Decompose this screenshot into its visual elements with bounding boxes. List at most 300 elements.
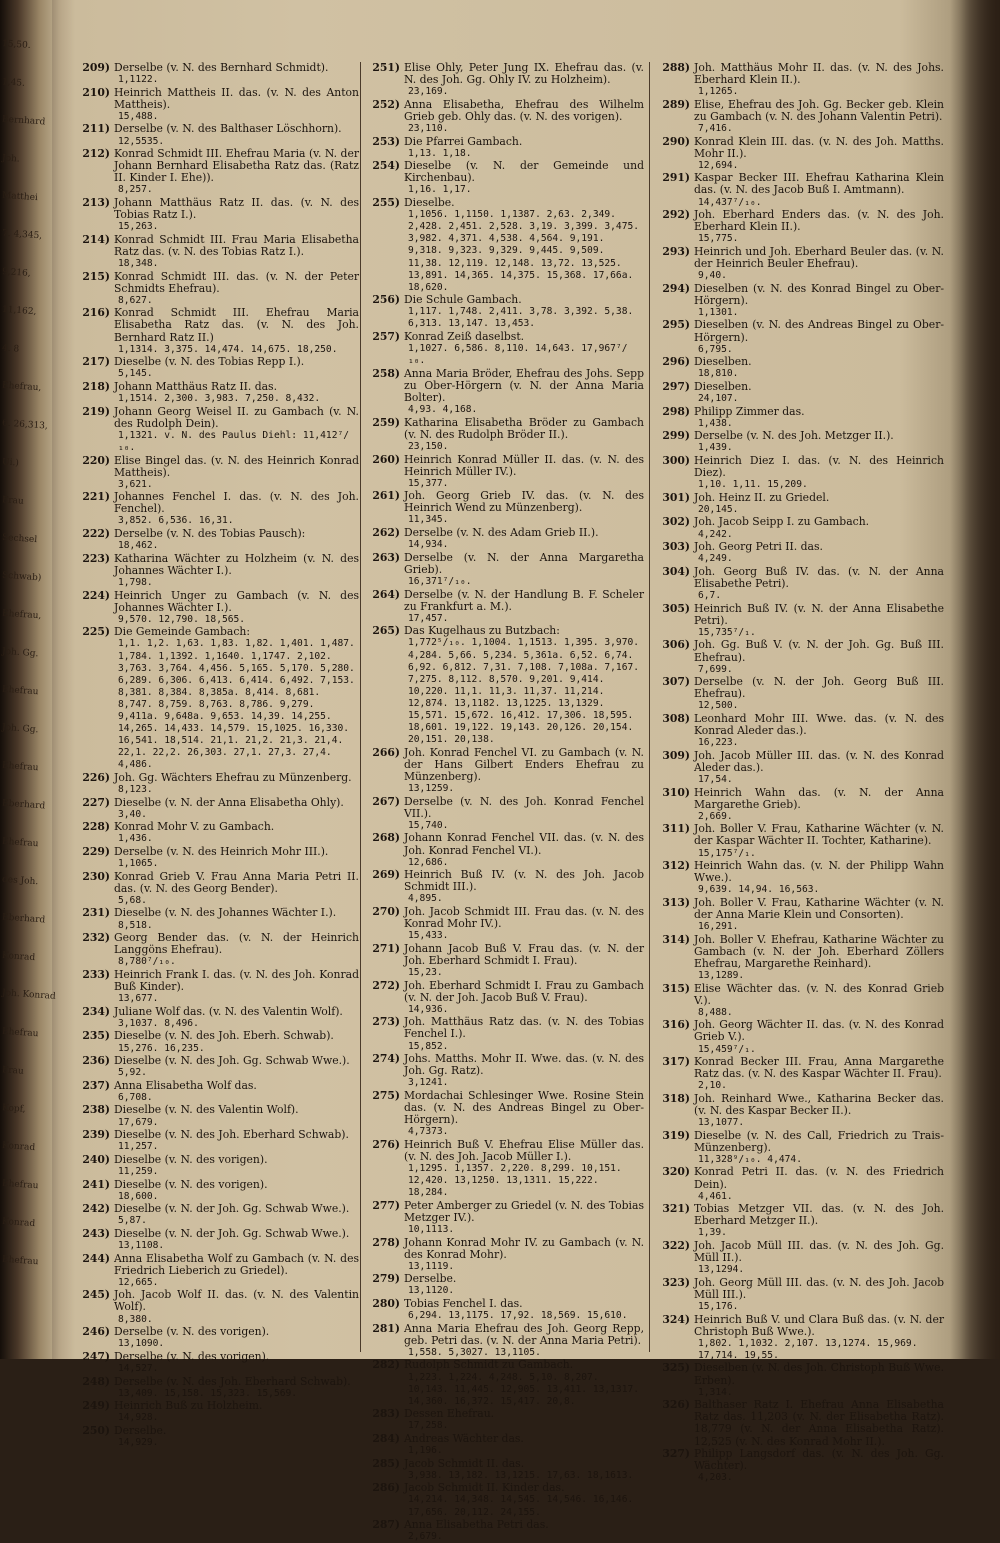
- margin-fragment: Konrad: [1, 1216, 36, 1230]
- entry-description: Joh. Jacob Schmidt III. Frau das. (v. N. des Konrad Mohr IV.).: [404, 904, 644, 931]
- entry-description: Andreas Wächter das.: [404, 1432, 524, 1445]
- entry-description: Derselbe (v. N. des Tobias Pausch):: [114, 527, 306, 541]
- entry-body: [404, 589, 644, 625]
- entry-body: [114, 528, 359, 552]
- entry-description: Heinrich Buß V. und Clara Buß das. (v. N. der Christoph Buß Wwe.).: [694, 1312, 944, 1338]
- entry-number: 325): [662, 1361, 690, 1375]
- register-entry: [654, 1019, 944, 1055]
- entry-description: Dieselbe (v. N. des Tobias Repp I.).: [114, 355, 305, 369]
- entry-references: 14,214. 14,348. 14,545. 14,546. 16,146. 17,656. 20,112. 24,155.: [408, 1494, 634, 1518]
- register-entry: [364, 869, 644, 905]
- entry-references: 13,677.: [118, 993, 159, 1005]
- register-entry: [364, 906, 644, 942]
- entry-references: 1,1301.: [698, 306, 739, 318]
- entry-references: 1,436.: [118, 833, 153, 845]
- entry-references: 1,1314. 3,375. 14,474. 14,675. 18,250.: [118, 343, 338, 355]
- entry-body: [404, 747, 644, 795]
- entry-body: [114, 846, 359, 870]
- entry-description: Jacob Schmidt II. Kinder das.: [404, 1481, 565, 1495]
- entry-references: 15,488.: [118, 110, 159, 122]
- entry-references: 1,1295. 1,1357. 2,220. 8,299. 10,151. 12,420. 13,1250. 13,1311. 15,222. 18,284.: [408, 1162, 622, 1199]
- entry-body: [694, 283, 944, 319]
- entry-body: [114, 907, 359, 931]
- register-entry: [74, 1055, 359, 1079]
- entry-number: 326): [662, 1398, 690, 1412]
- register-entry: [654, 430, 944, 454]
- entry-body: [114, 553, 359, 589]
- entry-number: 278): [372, 1235, 400, 1249]
- entry-number: 324): [662, 1312, 690, 1326]
- margin-fragment: Ui.): [1, 457, 20, 469]
- register-entry: [364, 1200, 644, 1236]
- entry-body: [114, 1006, 359, 1030]
- entry-number: 244): [82, 1251, 110, 1265]
- entry-description: Derselbe (v. N. des Joh. Metzger II.).: [694, 429, 894, 443]
- margin-fragment: 15,50.: [1, 39, 31, 51]
- entry-description: Die Gemeinde Gambach:: [114, 625, 250, 639]
- register-entry: [74, 969, 359, 1005]
- register-entry: [654, 1240, 944, 1276]
- entry-description: Joh. Georg Buß IV. das. (v. N. der Anna Elisabethe Petri).: [694, 564, 944, 590]
- entry-number: 260): [372, 452, 400, 466]
- register-entry: [74, 821, 359, 845]
- entry-number: 213): [82, 196, 110, 210]
- entry-number: 281): [372, 1321, 400, 1335]
- register-entry: [364, 796, 644, 832]
- register-entry: [654, 209, 944, 245]
- entry-number: 243): [82, 1226, 110, 1240]
- entry-body: [114, 455, 359, 491]
- entry-body: [114, 271, 359, 307]
- margin-fragment: 1,45.: [1, 77, 26, 89]
- entry-number: 275): [372, 1088, 400, 1102]
- entry-number: 257): [372, 330, 400, 344]
- entry-body: [404, 417, 644, 453]
- entry-description: Anna Elisabetha Petri das.: [404, 1518, 549, 1532]
- entry-body: [694, 492, 944, 516]
- entry-references: 11,259.: [118, 1165, 159, 1177]
- entry-number: 250): [82, 1423, 110, 1437]
- register-entry: [654, 639, 944, 675]
- entry-references: 1,1056. 1,1150. 1,1387. 2,63. 2,349. 2,428. 2,451. 2,528. 3,19. 3,399. 3,475. 3,982. 4,371. 4,538. 4,564. 9,191. 9,318. 9,323. 9,329. 9,445. 9,509. 11,38. 12,119. 12,148. 13,72. 13,525. 13,891. 14,365. 14,375. 15,368. 17,66a. 18,620.: [408, 209, 640, 293]
- margin-fragment: Konrad: [1, 1140, 36, 1154]
- entry-number: 294): [662, 281, 690, 295]
- entry-description: Dieselbe (v. N. der Gemeinde und Kirchenbau).: [404, 159, 644, 185]
- entry-number: 312): [662, 859, 690, 873]
- entry-body: [694, 750, 944, 786]
- register-entry: [74, 307, 359, 355]
- entry-description: Rudolph Schmidt zu Gambach.: [404, 1358, 574, 1372]
- entry-number: 300): [662, 454, 690, 467]
- entry-references: 1,1321. v. N. des Paulus Diehl: 11,412⁷/₁₀.: [118, 429, 350, 453]
- entry-body: [114, 1326, 359, 1350]
- register-entry: [364, 1482, 644, 1518]
- entry-body: [404, 796, 644, 832]
- entry-body: [404, 1200, 644, 1236]
- register-entry: [364, 160, 644, 196]
- entry-number: 234): [82, 1004, 110, 1018]
- entry-number: 223): [82, 551, 110, 565]
- entry-references: 1,772⁵/₁₀. 1,1004. 1,1513. 1,395. 3,970. 4,284. 5,66. 5,234. 5,361a. 6,52. 6,74. 6,92. 6,812. 7,31. 7,108. 7,108a. 7,167. 7,275. 8,112. 8,570. 9,201. 9,414. 10,220. 11,1. 11,3. 11,37. 11,214. 12,874. 13,1182. 13,1225. 13,1329. 15,571. 15,672. 16,412. 17,306. 18,595. 18,601. 19,122. 19,143. 20,126. 20,154. 20,151. 20,138.: [408, 637, 640, 746]
- entry-references: 1,802. 1,1032. 2,107. 13,1274. 15,969. 17,714. 19,55.: [698, 1337, 918, 1361]
- entry-number: 252): [372, 97, 400, 111]
- entry-description: Anna Elisabetha, Ehefrau des Wilhelm Grieb geb. Ohly das. (v. N. des vorigen).: [404, 97, 644, 123]
- entry-references: 1,196.: [408, 1445, 443, 1457]
- register-entry: [654, 1448, 944, 1484]
- entry-body: [114, 821, 359, 845]
- entry-description: Das Kugelhaus zu Butzbach:: [404, 624, 560, 638]
- entry-number: 259): [372, 415, 400, 429]
- entry-references: 8,518.: [118, 919, 153, 931]
- entry-description: Joh. Jacob Müll III. das. (v. N. des Joh. Gg. Müll II.).: [694, 1239, 944, 1265]
- entry-body: [694, 62, 944, 98]
- entry-description: Joh. Matthäus Ratz das. (v. N. des Tobias Fenchel I.).: [404, 1015, 644, 1041]
- entry-description: Johann Matthäus Ratz II. das. (v. N. des Tobias Ratz I.).: [114, 196, 359, 222]
- register-entry: [654, 860, 944, 896]
- entry-body: [404, 1323, 644, 1359]
- entry-description: Johann Konrad Mohr IV. zu Gambach (v. N. des Konrad Mohr).: [404, 1235, 644, 1261]
- entry-number: 210): [82, 85, 110, 99]
- entry-number: 263): [372, 550, 400, 564]
- margin-fragment: Ehefrau: [1, 1026, 39, 1040]
- entry-description: Dieselbe (v. N. der Joh. Gg. Schwab Wwe.).: [114, 1226, 350, 1240]
- entry-description: Konrad Schmidt III. Frau Maria Elisabetha Ratz das. (v. N. des Tobias Ratz I.).: [114, 232, 359, 258]
- entry-description: Heinrich Buß IV. (v. N. der Anna Elisabethe Petri).: [694, 601, 944, 627]
- margin-fragment: Frau: [1, 495, 25, 507]
- entry-body: [404, 1519, 644, 1543]
- register-entry: [74, 1351, 359, 1375]
- entry-references: 1,314.: [698, 1386, 733, 1398]
- entry-body: [694, 319, 944, 355]
- register-entry: [74, 797, 359, 821]
- entry-number: 320): [662, 1165, 690, 1179]
- entry-body: [694, 639, 944, 675]
- register-entry: [74, 553, 359, 589]
- entry-body: [114, 1030, 359, 1054]
- entry-description: Dieselbe (v. N. des vorigen).: [114, 1152, 268, 1166]
- entry-description: Dieselbe (v. N. des Valentin Wolf).: [114, 1103, 299, 1117]
- entry-references: 1,1265.: [698, 86, 739, 98]
- entry-number: 318): [662, 1091, 690, 1105]
- entry-description: Heinrich Frank I. das. (v. N. des Joh. Konrad Buß Kinder).: [114, 967, 359, 994]
- register-entry: [364, 1237, 644, 1273]
- entry-body: [404, 1359, 644, 1407]
- register-entry: [364, 832, 644, 868]
- margin-fragment: 4. 8: [1, 343, 20, 355]
- entry-references: 3,852. 6,536. 16,31.: [118, 515, 234, 527]
- register-entry: [654, 676, 944, 712]
- entry-body: [114, 1253, 359, 1289]
- entry-references: 13,1090.: [118, 1338, 165, 1350]
- register-entry: [74, 1253, 359, 1289]
- register-entry: [654, 603, 944, 639]
- entry-body: [694, 136, 944, 172]
- entry-references: 1,16. 1,17.: [408, 184, 472, 196]
- entry-number: 306): [662, 638, 690, 652]
- margin-fragment: Ehefrau: [1, 836, 39, 850]
- margin-fragment: Ehefrau: [1, 684, 39, 698]
- entry-body: [404, 625, 644, 746]
- entry-body: [694, 1203, 944, 1239]
- register-page: [74, 61, 956, 1543]
- entry-body: [114, 1400, 359, 1424]
- entry-references: 1,117. 1,748. 2,411. 3,78. 3,392. 5,38. 6,313. 13,147. 13,453.: [408, 306, 634, 330]
- entry-description: Heinrich Buß zu Holzheim.: [114, 1399, 263, 1413]
- entry-references: 4,93. 4,168.: [408, 404, 478, 416]
- entry-description: Dieselbe (v. N. des Call, Friedrich zu Trais-Münzenberg).: [694, 1128, 944, 1154]
- entry-description: Derselbe.: [114, 1423, 167, 1437]
- entry-body: [114, 491, 359, 527]
- entry-number: 298): [662, 404, 690, 418]
- entry-body: [694, 897, 944, 933]
- register-entry: [364, 1090, 644, 1138]
- entry-description: Derselbe (v. N. der Handlung B. F. Scheler zu Frankfurt a. M.).: [404, 587, 644, 613]
- entry-references: 3,40.: [118, 808, 147, 820]
- entry-number: 289): [662, 97, 690, 111]
- entry-description: Joh. Heinz II. zu Griedel.: [694, 490, 830, 504]
- entry-body: [114, 62, 359, 86]
- entry-description: Dieselben.: [694, 379, 752, 393]
- entry-body: [114, 1425, 359, 1449]
- entry-description: Konrad Schmidt III. Ehefrau Maria Elisabetha Ratz das. (v. N. des Joh. Bernhard Ratz II.): [114, 306, 359, 344]
- register-entry: [364, 1273, 644, 1297]
- entry-number: 327): [662, 1447, 690, 1461]
- entry-description: Anna Maria Ehefrau des Joh. Georg Repp, geb. Petri das. (v. N. der Anna Maria Petri).: [404, 1321, 644, 1347]
- register-entry: [74, 1203, 359, 1227]
- entry-description: Dieselbe (v. N. des Johannes Wächter I.).: [114, 906, 337, 920]
- entry-number: 299): [662, 429, 690, 443]
- register-entry: [74, 1080, 359, 1104]
- entry-description: Elise Ohly, Peter Jung IX. Ehefrau das. (v. N. des Joh. Gg. Ohly IV. zu Holzheim).: [404, 61, 644, 87]
- register-entry: [654, 1314, 944, 1362]
- margin-fragment: 11,162,: [1, 304, 37, 318]
- entry-number: 302): [662, 515, 690, 529]
- register-entry: [654, 1203, 944, 1239]
- register-entry: [364, 62, 644, 98]
- entry-number: 220): [82, 453, 110, 467]
- entry-body: [404, 331, 644, 367]
- entry-references: 1,558. 5,3027. 13,1105.: [408, 1346, 541, 1358]
- entry-references: 15,459⁷/₁.: [698, 1043, 756, 1055]
- margin-fragment: Ehefrau: [1, 760, 39, 774]
- entry-body: [694, 676, 944, 712]
- entry-references: 12,5535.: [118, 135, 165, 147]
- entry-number: 297): [662, 379, 690, 393]
- register-entry: [654, 1093, 944, 1129]
- entry-body: [694, 1093, 944, 1129]
- entry-body: [404, 552, 644, 588]
- register-entry: [364, 1016, 644, 1052]
- entry-number: 307): [662, 675, 690, 689]
- register-entry: [654, 319, 944, 355]
- margin-fragment: Joh. Gg.: [1, 646, 39, 660]
- entry-references: 23,110.: [408, 122, 449, 134]
- entry-number: 286): [372, 1481, 400, 1495]
- entry-body: [114, 932, 359, 968]
- register-entry: [364, 1323, 644, 1359]
- entry-number: 237): [82, 1078, 110, 1092]
- entry-references: 15,433.: [408, 930, 449, 942]
- entry-description: Dieselben.: [694, 355, 752, 369]
- entry-description: Joh. Boller V. Ehefrau, Katharine Wächter zu Gambach (v. N. der Joh. Eberhard Zöllers Ehefrau, Margarethe Reinhard).: [694, 932, 944, 970]
- entry-body: [694, 566, 944, 602]
- entry-number: 290): [662, 134, 690, 148]
- entry-number: 228): [82, 820, 110, 834]
- register-entry: [654, 983, 944, 1019]
- entry-description: Heinrich Konrad Müller II. das. (v. N. des Heinrich Müller IV.).: [404, 452, 644, 478]
- entry-description: Derselbe (v. N. des Adam Grieb II.).: [404, 526, 599, 540]
- entry-description: Joh. Georg Wächter II. das. (v. N. des Konrad Grieb V.).: [694, 1018, 944, 1044]
- entry-body: [694, 713, 944, 749]
- register-entry: [654, 356, 944, 380]
- entry-number: 308): [662, 711, 690, 725]
- entry-number: 262): [372, 526, 400, 540]
- entry-number: 321): [662, 1202, 690, 1216]
- entry-references: 6,795.: [698, 343, 733, 355]
- entry-description: Konrad Becker III. Frau, Anna Margarethe Ratz das. (v. N. des Kaspar Wächter II. Frau).: [694, 1055, 944, 1081]
- entry-body: [694, 1130, 944, 1166]
- entry-description: Dieselbe (v. N. des Joh. Eberh. Schwab).: [114, 1029, 334, 1043]
- register-entry: [74, 907, 359, 931]
- entry-references: 8,780⁷/₁₀.: [118, 956, 176, 968]
- entry-references: 17,457.: [408, 612, 449, 624]
- entry-description: Derselbe (v. N. des Balthaser Löschhorn).: [114, 122, 342, 136]
- entry-number: 227): [82, 795, 110, 809]
- entry-body: [114, 1080, 359, 1104]
- entry-references: 5,92.: [118, 1067, 147, 1079]
- register-entry: [654, 246, 944, 282]
- entry-number: 270): [372, 904, 400, 918]
- register-entry: [364, 1053, 644, 1089]
- entry-references: 12,686.: [408, 856, 449, 868]
- entry-description: Dieselbe.: [404, 196, 455, 210]
- entry-number: 315): [662, 981, 690, 995]
- register-entry: [654, 406, 944, 430]
- register-entry: [74, 1400, 359, 1424]
- register-entry: [364, 490, 644, 526]
- entry-description: Joh. Eberhard Schmidt I. Frau zu Gambach (v. N. der Joh. Jacob Buß V. Frau).: [404, 978, 644, 1004]
- entry-number: 266): [372, 745, 400, 759]
- entry-references: 6,708.: [118, 1091, 153, 1103]
- entry-description: Anna Elisabetha Wolf zu Gambach (v. N. des Friedrich Lieberich zu Griedel).: [114, 1251, 359, 1277]
- entry-description: Dieselben (v. N. des Joh. Christoph Buß Wwe. Erben).: [694, 1361, 944, 1387]
- entry-body: [694, 172, 944, 208]
- register-entry: [654, 381, 944, 405]
- register-entry: [654, 1056, 944, 1092]
- entry-references: 23,169.: [408, 86, 449, 98]
- entry-body: [694, 406, 944, 430]
- entry-description: Johannes Fenchel I. das. (v. N. des Joh. Fenchel).: [114, 490, 359, 516]
- entry-references: 12,500.: [698, 700, 739, 712]
- entry-number: 273): [372, 1015, 400, 1029]
- margin-fragment: Eberhard: [1, 912, 46, 926]
- register-entry: [364, 454, 644, 490]
- entry-number: 221): [82, 490, 110, 504]
- register-entry: [654, 541, 944, 565]
- register-entry: [364, 552, 644, 588]
- entry-body: [694, 603, 944, 639]
- margin-fragment: Kopf,: [1, 1103, 26, 1115]
- entry-number: 322): [662, 1239, 690, 1252]
- entry-description: Konrad Klein III. das. (v. N. des Joh. Matths. Mohr II.).: [694, 134, 944, 160]
- entry-body: [404, 1237, 644, 1273]
- register-entry: [364, 136, 644, 160]
- register-entry: [74, 1129, 359, 1153]
- entry-description: Dieselbe (v. N. des Joh. Gg. Schwab Wwe.).: [114, 1054, 350, 1068]
- entry-number: 239): [82, 1128, 110, 1142]
- register-entry: [654, 823, 944, 859]
- entry-number: 216): [82, 306, 110, 320]
- entry-description: Dessen Ehefrau.: [404, 1407, 495, 1421]
- margin-fragment: 9,216,: [1, 267, 31, 279]
- entry-body: [694, 516, 944, 540]
- entry-body: [694, 934, 944, 982]
- register-entry: [364, 1408, 644, 1432]
- entry-references: 15,852.: [408, 1040, 449, 1052]
- register-entry: [74, 1376, 359, 1400]
- register-entry: [654, 283, 944, 319]
- entry-number: 224): [82, 588, 110, 602]
- entry-description: Heinrich Wahn das. (v. N. der Anna Margarethe Grieb).: [694, 785, 944, 811]
- entry-number: 245): [82, 1288, 110, 1302]
- entry-references: 11,328⁹/₁₀. 4,474.: [698, 1153, 802, 1165]
- entry-references: 9,639. 14,94. 16,563.: [698, 884, 820, 896]
- entry-references: 15,735⁷/₁.: [698, 626, 756, 638]
- entry-number: 301): [662, 490, 690, 504]
- margin-fragment: Sechsel: [1, 532, 38, 546]
- entry-references: 14,936.: [408, 1003, 449, 1015]
- entry-number: 236): [82, 1054, 110, 1068]
- entry-references: 11,257.: [118, 1141, 159, 1153]
- entry-references: 17,54.: [698, 773, 733, 785]
- entry-body: [404, 490, 644, 526]
- entry-description: Derselbe (v. N. des Heinrich Mohr III.).: [114, 845, 329, 858]
- entry-description: Joh. Jacob Müller III. das. (v. N. des Konrad Aleder das.).: [694, 748, 944, 774]
- entry-references: 13,1259.: [408, 783, 455, 795]
- margin-fragment: Schwab): [1, 570, 42, 584]
- entry-references: 11,345.: [408, 514, 449, 526]
- entry-body: [404, 1458, 644, 1482]
- entry-references: 5,145.: [118, 368, 153, 380]
- register-entry: [654, 566, 944, 602]
- register-entry: [74, 1006, 359, 1030]
- entry-description: Derselbe (v. N. des vorigen).: [114, 1325, 270, 1339]
- entry-number: 292): [662, 208, 690, 222]
- entry-number: 248): [82, 1374, 110, 1388]
- entry-references: 4,242.: [698, 528, 733, 540]
- entry-number: 274): [372, 1052, 400, 1066]
- entry-references: 16,291.: [698, 921, 739, 933]
- entry-references: 18,462.: [118, 540, 159, 552]
- entry-description: Konrad Mohr V. zu Gambach.: [114, 820, 275, 834]
- entry-number: 235): [82, 1029, 110, 1043]
- register-entry: [74, 1425, 359, 1449]
- entry-number: 253): [372, 134, 400, 148]
- entry-description: Heinrich Wahn das. (v. N. der Philipp Wahn Wwe.).: [694, 859, 944, 885]
- entry-description: Derselbe (v. N. des Joh. Konrad Fenchel VII.).: [404, 794, 644, 820]
- entry-references: 1,439.: [698, 442, 733, 454]
- entry-description: Georg Bender das. (v. N. der Heinrich Langgöns Ehefrau).: [114, 931, 359, 957]
- entry-description: Joh. Jacob Wolf II. das. (v. N. des Valentin Wolf).: [114, 1288, 359, 1314]
- entry-number: 310): [662, 785, 690, 799]
- margin-fragment: Bernhard: [1, 114, 46, 128]
- margin-fragment: Ehefrau: [1, 1178, 39, 1192]
- margin-fragment: Ehefrau: [1, 1254, 39, 1268]
- register-entry: [364, 625, 644, 746]
- entry-body: [114, 197, 359, 233]
- entry-description: Joh. Georg Müll III. das. (v. N. des Joh. Jacob Müll III.).: [694, 1275, 944, 1301]
- register-entry: [364, 417, 644, 453]
